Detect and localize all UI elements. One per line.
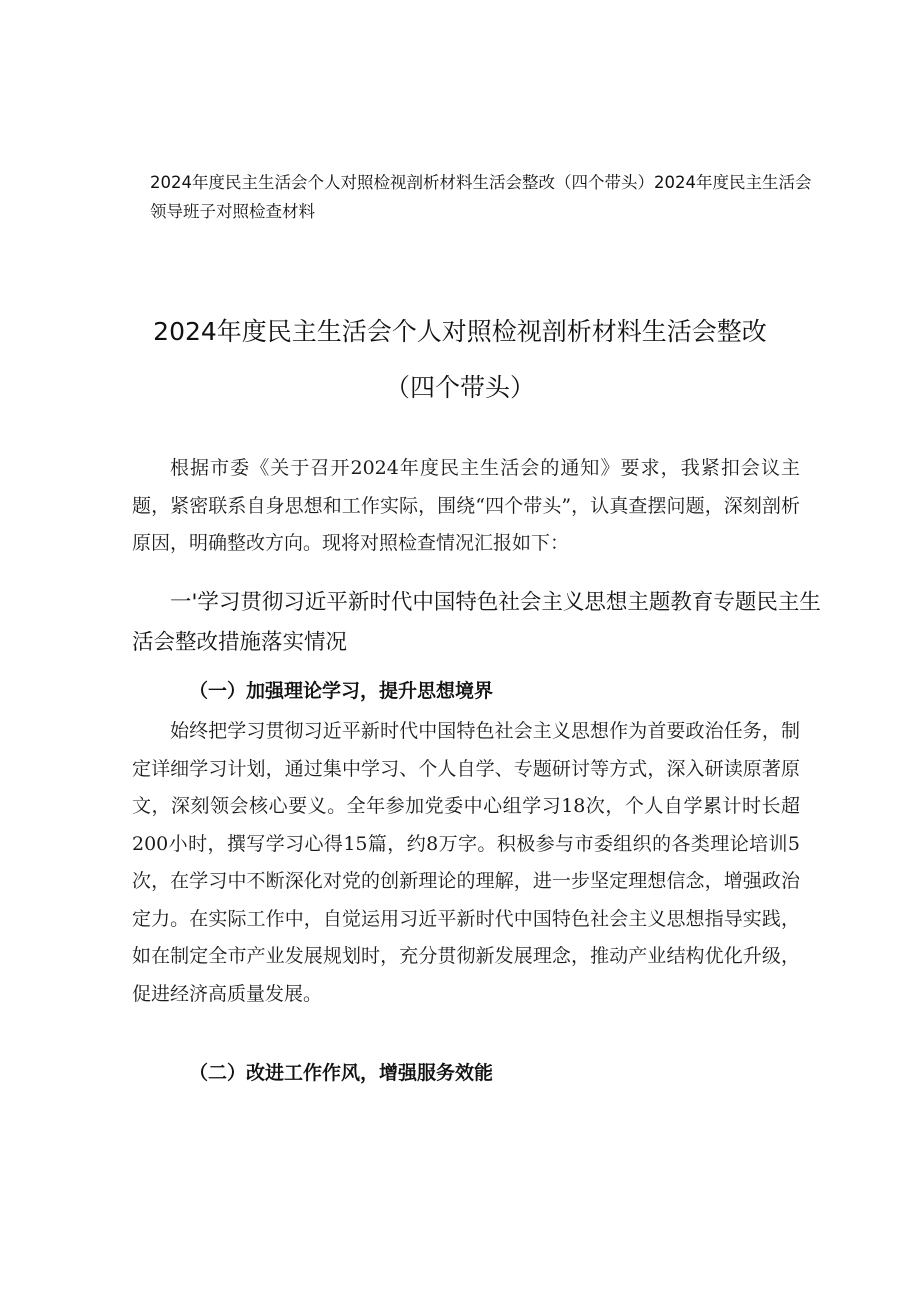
section-1-paragraph: 始终把学习贯彻习近平新时代中国特色社会主义思想作为首要政治任务，制定详细学习计划，通过集中学习、个人自学、专题研讨等方式，深入研读原著原文，深刻领会核心要义。全年参加党委中心组学习18次，个人自学累计时长超200小时，撰写学习心得15篇，约8万字。积极参与市委组织的各类理论培训5次，在学习中不断深化对党的创新理论的理解，进一步坚定理想信念，增强政治定力。在实际工作中，自觉运用习近平新时代中国特色社会主义思想指导实践，如在制定全市产业发展规划时，充分贯彻新发展理念，推动产业结构优化升级，促进经济高质量发展。 xyxy=(132,720,800,1005)
section-heading-1: 一'学习贯彻习近平新时代中国特色社会主义思想主题教育专题民主生活会整改措施落实情况 xyxy=(132,590,821,655)
sub-heading-1: （一）加强理论学习，提升思想境界 xyxy=(189,680,494,702)
header-line-2: 领导班子对照检查材料 xyxy=(150,202,315,221)
document-header xyxy=(150,168,830,226)
title-line-2: （四个带头） xyxy=(384,373,535,402)
intro-paragraph: 根据市委《关于召开2024年度民主生活会的通知》要求，我紧扣会议主题，紧密联系自身思想和工作实际，围绕“四个带头”，认真查摆问题，深刻剖析原因，明确整改方向。现将对照检查情况汇报如下： xyxy=(132,457,800,554)
title-line-1: 2024年度民主生活会个人对照检视剖析材料生活会整改 xyxy=(153,317,767,346)
sub-heading-2: （二）改进工作作风，增强服务效能 xyxy=(189,1062,494,1084)
document-title xyxy=(100,310,820,410)
header-line-1: 2024年度民主生活会个人对照检视剖析材料生活会整改（四个带头）2024年度民主生活会 xyxy=(150,173,812,192)
